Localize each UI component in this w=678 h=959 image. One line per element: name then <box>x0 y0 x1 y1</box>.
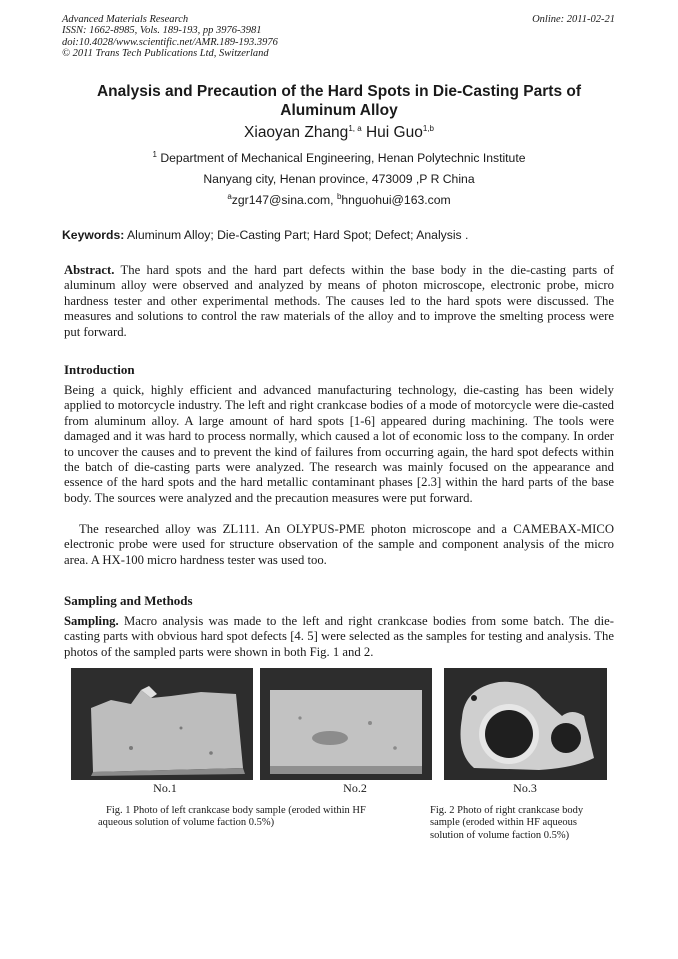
sampling-text: Macro analysis was made to the left and right crankcase bodies from some batch. The die-casting parts with obvious hard spot defects [4. 5] were selected as the samples for testing and analysis. The photos of the sampled parts were shown in both Fig. 1 and 2. <box>64 614 614 659</box>
author-line <box>62 124 616 142</box>
affiliation-sup: 1 <box>152 150 157 159</box>
sample-photo-1 <box>71 668 253 780</box>
methods-heading: Sampling and Methods <box>64 593 193 608</box>
introduction-paragraph-2: The researched alloy was ZL111. An OLYPUS-PME photon microscope and a CAMEBAX-MICO electronic probe were used for structure observation of the sample and component analysis of the micro area. A HX-100 micro hardness tester was used too. <box>64 522 614 567</box>
figure-label-3: No.3 <box>513 781 537 795</box>
journal-name: Advanced Materials Research <box>62 14 189 25</box>
keywords-label: Keywords: <box>62 228 125 242</box>
author-1-sup: 1, a <box>348 124 362 133</box>
abstract-label: Abstract. <box>64 263 115 277</box>
sample-photo-3 <box>444 668 607 780</box>
paper-title: Analysis and Precaution of the Hard Spots in Die-Casting Parts of Aluminum Alloy <box>96 83 582 119</box>
sampling-paragraph <box>64 614 614 660</box>
affiliation-city: Nanyang city, Henan province, 473009 ,P R China <box>203 172 475 186</box>
issn-line: ISSN: 1662-8985, Vols. 189-193, pp 3976-3981 <box>62 25 262 37</box>
sampling-lead: Sampling. <box>64 614 119 628</box>
online-date: Online: 2011-02-21 <box>532 14 615 25</box>
author-1: Xiaoyan Zhang <box>244 124 349 142</box>
keywords-text: Aluminum Alloy; Die-Casting Part; Hard Spot; Defect; Analysis . <box>124 228 469 242</box>
sample-photo-2 <box>260 668 432 780</box>
doi-line: doi:10.4028/www.scientific.net/AMR.189-193.3976 <box>62 36 278 48</box>
copyright-line: © 2011 Trans Tech Publications Ltd, Switzerland <box>62 48 269 60</box>
journal-header <box>62 14 278 60</box>
author-2-sup: 1,b <box>422 124 434 133</box>
email-a: zgr147@sina.com, <box>231 193 337 208</box>
introduction-paragraph-1: Being a quick, highly efficient and advanced manufacturing technology, die-casting has been widely applied to motorcycle industry. The left and right crankcase bodies of a mode of motorcycle were die-casted from aluminum alloy. A large amount of hard spots [1-6] appeared during machining. The tools were damaged and it was hard to process normally, which caused a lot of economic loss to the company. In order to uncover the causes and to prevent the kind of failures from occurring again, the hard spot defects within the batch of die-casting parts were analyzed. The research was mainly focused on the appearance and essence of the hard spots and the hard metallic contaminant phases [2.3] within the hard parts of the base body. The sources were analyzed and the precaution measures were put forward. <box>64 383 614 505</box>
author-2: Hui Guo <box>365 124 423 142</box>
figure-caption-2: Fig. 2 Photo of right crankcase body sample (eroded within HF aqueous solution of volume faction 0.5%) <box>430 805 584 841</box>
keywords <box>62 228 616 242</box>
figure-label-1: No.1 <box>153 781 177 795</box>
figure-caption-1: Fig. 1 Photo of left crankcase body sample (eroded within HF aqueous solution of volume faction 0.5%) <box>98 805 366 829</box>
figure-label-2: No.2 <box>343 781 367 795</box>
affiliation-dept: $^1$ Department of Mechanical Engineering, Henan Polytechnic Institute <box>152 150 526 166</box>
email-b: hnguohui@163.com <box>341 193 451 208</box>
abstract-text: The hard spots and the hard part defects within the base body in the die-casting parts of aluminum alloy were observed and analyzed by means of photon microscope, electronic probe, micro hardness tester and other experimental methods. The causes led to the hard spots were discussed. The measures and solutions to control the raw materials of the alloy and to improve the smelting process were put forward. <box>64 263 614 339</box>
introduction-heading: Introduction <box>64 362 135 377</box>
abstract <box>64 263 614 340</box>
author-emails: $^a$zgr147@sina.com, $^b$hnguohui@163.com <box>227 192 451 208</box>
